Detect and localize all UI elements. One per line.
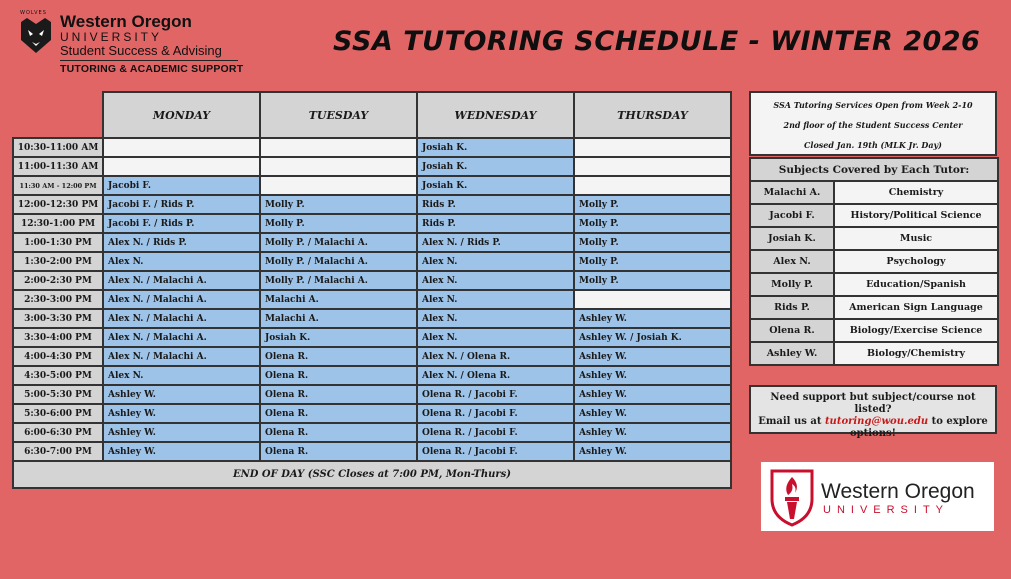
tutor-subject: Education/Spanish [834,273,998,296]
schedule-row [13,309,731,328]
tutor-slot-cell: Alex N. / Olena R. [417,366,574,385]
day-header: THURSDAY [574,92,731,138]
tutor-slot-cell: Molly P. [574,195,731,214]
tutor-slot-cell: Olena R. [260,385,417,404]
schedule-row [13,157,731,176]
tutor-subject: American Sign Language [834,296,998,319]
info-location: 2nd floor of the Student Success Center [783,120,963,130]
tutor-slot-cell: Molly P. [574,271,731,290]
tutor-subject-row [750,273,998,296]
wolf-emblem-icon [18,16,54,54]
tutor-slot-cell [103,157,260,176]
tutor-slot-cell: Rids P. [417,214,574,233]
tutor-slot-cell: Rids P. [417,195,574,214]
tutor-subject-row [750,296,998,319]
tutor-slot-cell: Alex N. / Malachi A. [103,309,260,328]
schedule-row [13,423,731,442]
tutor-slot-cell: Jacobi F. / Rids P. [103,214,260,233]
schedule-row [13,252,731,271]
bottom-logo-university: UNIVERSITY [823,504,950,516]
corner-cell [13,92,103,138]
tutor-slot-cell: Olena R. / Jacobi F. [417,385,574,404]
logo-western-oregon: Western Oregon [60,12,192,31]
tutor-slot-cell: Ashley W. [574,347,731,366]
info-closure: Closed Jan. 19th (MLK Jr. Day) [804,140,942,150]
schedule-row [13,366,731,385]
subjects-header: Subjects Covered by Each Tutor: [750,158,998,181]
tutor-slot-cell: Alex N. [103,252,260,271]
support-options: options! [849,428,897,439]
tutor-slot-cell: Ashley W. [103,423,260,442]
tutor-slot-cell: Ashley W. [103,385,260,404]
tutor-slot-cell: Ashley W. [574,385,731,404]
time-slot-label: 5:00-5:30 PM [13,385,103,404]
tutor-slot-cell: Ashley W. [574,442,731,461]
schedule-row [13,214,731,233]
torch-icon [767,467,817,527]
tutor-subject-row [750,250,998,273]
tutor-name: Olena R. [750,319,834,342]
tutor-slot-cell: Olena R. [260,442,417,461]
logo-university: UNIVERSITY [60,30,163,44]
tutor-slot-cell: Olena R. / Jacobi F. [417,442,574,461]
time-slot-label: 11:30 AM - 12:00 PM [13,176,103,195]
schedule-row [13,138,731,157]
tutor-slot-cell: Olena R. [260,347,417,366]
tutor-slot-cell [260,157,417,176]
tutor-slot-cell: Ashley W. [574,309,731,328]
schedule-row [13,233,731,252]
time-slot-label: 1:00-1:30 PM [13,233,103,252]
time-slot-label: 2:00-2:30 PM [13,271,103,290]
tutor-slot-cell: Olena R. [260,404,417,423]
tutor-slot-cell: Malachi A. [260,290,417,309]
tutor-subject: Psychology [834,250,998,273]
tutor-subject-row [750,342,998,365]
tutor-name: Josiah K. [750,227,834,250]
schedule-header-row [13,92,731,138]
wou-university-logo [761,462,994,531]
tutor-subject-row [750,181,998,204]
tutor-slot-cell: Alex N. [417,328,574,347]
tutor-slot-cell: Jacobi F. [103,176,260,195]
day-header: MONDAY [103,92,260,138]
tutor-slot-cell: Alex N. / Malachi A. [103,328,260,347]
tutor-slot-cell: Olena R. / Jacobi F. [417,423,574,442]
day-header: TUESDAY [260,92,417,138]
wou-ssa-logo [18,10,258,76]
tutor-slot-cell: Ashley W. [574,366,731,385]
support-question: Need support but subject/course not listed? [770,392,976,415]
tutor-name: Jacobi F. [750,204,834,227]
time-slot-label: 3:00-3:30 PM [13,309,103,328]
tutor-name: Malachi A. [750,181,834,204]
schedule-row [13,385,731,404]
tutor-slot-cell: Molly P. / Malachi A. [260,233,417,252]
logo-tag: WOLVES [20,10,47,16]
tutor-slot-cell: Josiah K. [417,138,574,157]
tutor-slot-cell: Alex N. [417,271,574,290]
tutor-name: Ashley W. [750,342,834,365]
tutor-name: Rids P. [750,296,834,319]
tutor-slot-cell: Alex N. / Olena R. [417,347,574,366]
tutor-slot-cell: Alex N. / Rids P. [103,233,260,252]
tutor-slot-cell: Ashley W. [574,423,731,442]
tutor-slot-cell: Alex N. / Rids P. [417,233,574,252]
logo-divider [60,60,238,61]
tutor-subject: Chemistry [834,181,998,204]
end-of-day-note: END OF DAY (SSC Closes at 7:00 PM, Mon-Thurs) [13,461,731,488]
tutor-slot-cell: Alex N. / Malachi A. [103,290,260,309]
tutor-slot-cell: Ashley W. [103,442,260,461]
info-open-weeks: SSA Tutoring Services Open from Week 2-10 [773,100,973,110]
logo-department: Student Success & Advising [60,43,222,58]
logo-subdepartment: TUTORING & ACADEMIC SUPPORT [60,63,244,75]
time-slot-label: 5:30-6:00 PM [13,404,103,423]
tutor-slot-cell: Olena R. / Jacobi F. [417,404,574,423]
time-slot-label: 4:00-4:30 PM [13,347,103,366]
tutor-slot-cell: Olena R. [260,366,417,385]
tutor-slot-cell: Alex N. / Malachi A. [103,271,260,290]
tutor-slot-cell: Molly P. [260,214,417,233]
tutor-name: Alex N. [750,250,834,273]
tutor-slot-cell: Olena R. [260,423,417,442]
time-slot-label: 12:30-1:00 PM [13,214,103,233]
tutor-slot-cell: Malachi A. [260,309,417,328]
tutor-subject: Biology/Exercise Science [834,319,998,342]
subjects-table [749,157,999,366]
schedule-row [13,290,731,309]
schedule-row [13,195,731,214]
schedule-footer-row [13,461,731,488]
support-email-suffix: to explore [931,416,988,427]
time-slot-label: 2:30-3:00 PM [13,290,103,309]
tutor-slot-cell: Molly P. [574,233,731,252]
time-slot-label: 6:00-6:30 PM [13,423,103,442]
tutor-subject: Biology/Chemistry [834,342,998,365]
tutor-subject-row [750,227,998,250]
time-slot-label: 10:30-11:00 AM [13,138,103,157]
tutor-subject: History/Political Science [834,204,998,227]
support-email-prefix: Email us at [758,416,822,427]
time-slot-label: 1:30-2:00 PM [13,252,103,271]
tutor-slot-cell [103,138,260,157]
tutor-subject-row [750,319,998,342]
day-header: WEDNESDAY [417,92,574,138]
schedule-row [13,442,731,461]
schedule-row [13,347,731,366]
tutor-slot-cell [574,138,731,157]
tutor-slot-cell [260,138,417,157]
tutor-slot-cell: Molly P. [574,214,731,233]
support-email-link[interactable]: tutoring@wou.edu [824,416,929,427]
time-slot-label: 3:30-4:00 PM [13,328,103,347]
schedule-row [13,271,731,290]
tutor-slot-cell: Alex N. [417,290,574,309]
tutor-name: Molly P. [750,273,834,296]
schedule-table [12,91,732,489]
schedule-row [13,176,731,195]
subjects-body [750,181,998,365]
tutor-slot-cell: Josiah K. [417,176,574,195]
schedule-body [13,138,731,461]
tutor-subject: Music [834,227,998,250]
tutor-slot-cell: Ashley W. [103,404,260,423]
tutor-slot-cell [260,176,417,195]
tutor-slot-cell [574,157,731,176]
tutor-slot-cell: Molly P. [260,195,417,214]
tutor-slot-cell: Josiah K. [260,328,417,347]
tutor-slot-cell: Alex N. [417,309,574,328]
tutor-slot-cell: Alex N. [103,366,260,385]
tutor-subject-row [750,204,998,227]
time-slot-label: 6:30-7:00 PM [13,442,103,461]
tutor-slot-cell: Alex N. [417,252,574,271]
page-title: SSA TUTORING SCHEDULE - WINTER 2026 [333,26,981,57]
schedule-row [13,404,731,423]
bottom-logo-name: Western Oregon [821,480,975,503]
support-box [749,385,997,439]
tutor-slot-cell: Jacobi F. / Rids P. [103,195,260,214]
tutor-slot-cell: Molly P. [574,252,731,271]
service-info-box [749,91,997,156]
time-slot-label: 4:30-5:00 PM [13,366,103,385]
time-slot-label: 12:00-12:30 PM [13,195,103,214]
tutor-slot-cell [574,176,731,195]
tutor-slot-cell: Ashley W. / Josiah K. [574,328,731,347]
tutor-slot-cell: Molly P. / Malachi A. [260,252,417,271]
schedule-row [13,328,731,347]
time-slot-label: 11:00-11:30 AM [13,157,103,176]
tutor-slot-cell [574,290,731,309]
tutor-slot-cell: Alex N. / Malachi A. [103,347,260,366]
tutor-slot-cell: Ashley W. [574,404,731,423]
support-email-line [751,416,995,428]
tutor-slot-cell: Josiah K. [417,157,574,176]
tutor-slot-cell: Molly P. / Malachi A. [260,271,417,290]
